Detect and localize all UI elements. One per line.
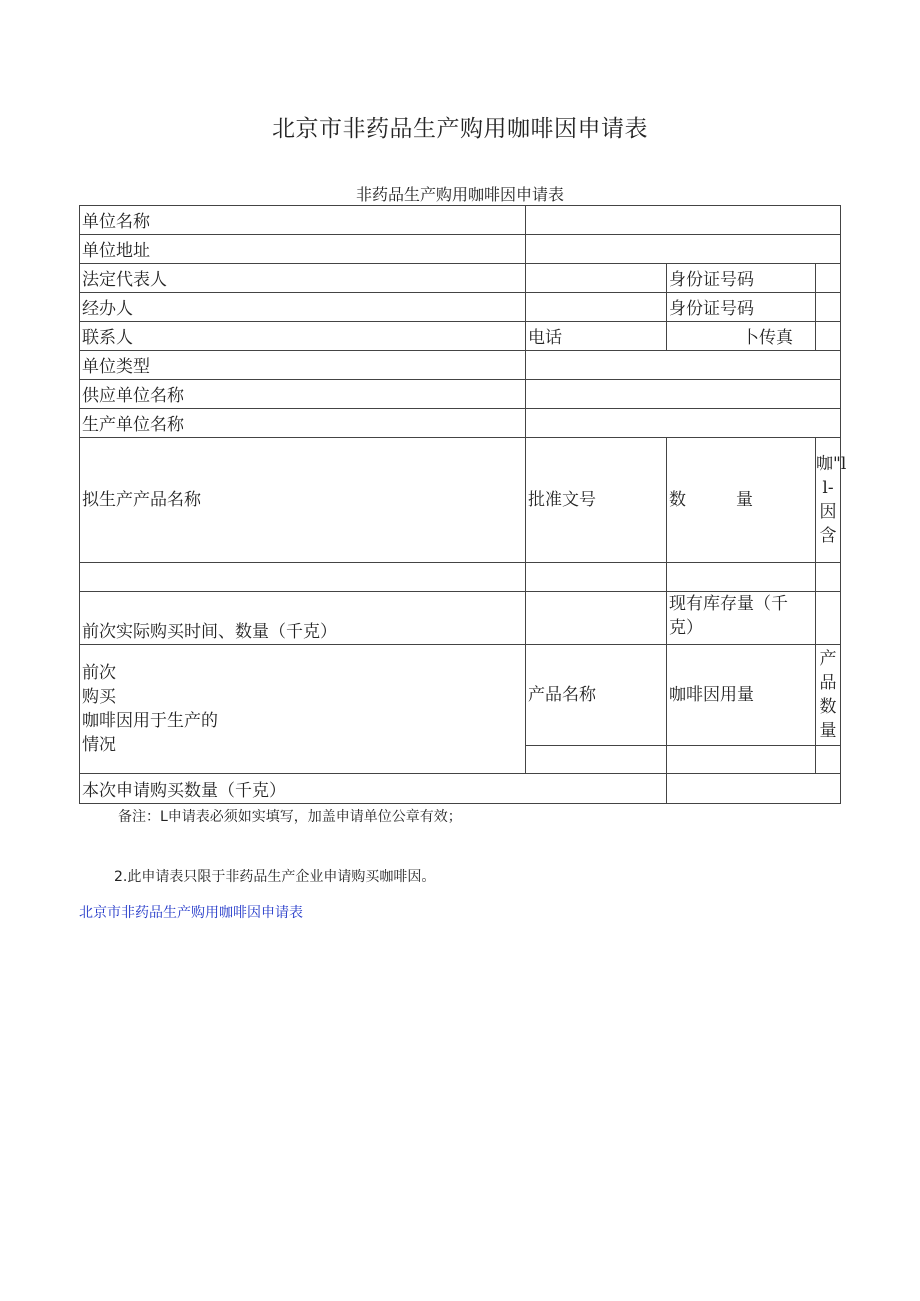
label-quantity-a: 数: [669, 490, 686, 510]
label-last-usage-line-1: 前次: [82, 663, 116, 683]
label-supplier-name: 供应单位名称: [80, 380, 526, 409]
label-product-name: 产品名称: [526, 645, 667, 746]
footer-link[interactable]: 北京市非药品生产购用咖啡因申请表: [79, 905, 303, 921]
field-current-apply[interactable]: [667, 774, 841, 804]
note-1: 备注：L申请表必须如实填写，加盖申请单位公章有效；: [118, 809, 462, 825]
field-planned-product[interactable]: [80, 563, 526, 592]
field-supplier-name[interactable]: [526, 380, 841, 409]
label-product-qty: 产品数量: [816, 645, 841, 746]
label-approval-no: 批准文号: [526, 438, 667, 563]
label-contact: 联系人: [80, 322, 526, 351]
field-producer-name[interactable]: [526, 409, 841, 438]
label-legal-rep: 法定代表人: [80, 264, 526, 293]
label-id-number-2: 身份证号码: [667, 293, 816, 322]
field-legal-rep[interactable]: [526, 264, 667, 293]
table-caption: 非药品生产购用咖啡因申请表: [355, 185, 564, 204]
field-fax[interactable]: [816, 322, 841, 351]
field-id-number-2[interactable]: [816, 293, 841, 322]
field-quantity[interactable]: [667, 563, 816, 592]
label-last-usage-line-3: 咖啡因用于生产的: [82, 711, 218, 731]
label-unit-type: 单位类型: [80, 351, 526, 380]
label-caffeine-content: 咖"ll-因含: [816, 438, 841, 563]
label-fax: 卜传真: [667, 322, 816, 351]
label-handler: 经办人: [80, 293, 526, 322]
field-caffeine-content[interactable]: [816, 563, 841, 592]
label-producer-name: 生产单位名称: [80, 409, 526, 438]
field-handler[interactable]: [526, 293, 667, 322]
label-caffeine-usage: 咖啡因用量: [667, 645, 816, 746]
field-approval-no[interactable]: [526, 563, 667, 592]
field-caffeine-usage[interactable]: [667, 746, 816, 774]
field-product-name[interactable]: [526, 746, 667, 774]
field-last-purchase[interactable]: [526, 592, 667, 645]
field-unit-address[interactable]: [526, 235, 841, 264]
field-id-number-1[interactable]: [816, 264, 841, 293]
label-quantity-b: 量: [736, 490, 753, 510]
field-current-stock[interactable]: [816, 592, 841, 645]
label-last-usage: [80, 645, 526, 774]
label-current-stock: 现有库存量（千克）: [667, 592, 816, 645]
label-unit-address: 单位地址: [80, 235, 526, 264]
label-current-apply: 本次申请购买数量（千克）: [80, 774, 667, 804]
label-last-purchase: 前次实际购买时间、数量（千克）: [80, 592, 526, 645]
note-2: 2.此申请表只限于非药品生产企业申请购买咖啡因。: [114, 869, 436, 885]
label-last-usage-line-2: 购买: [82, 687, 116, 707]
label-unit-name: 单位名称: [80, 206, 526, 235]
label-quantity: [667, 438, 816, 563]
field-unit-name[interactable]: [526, 206, 841, 235]
label-phone: 电话: [526, 322, 667, 351]
application-form-table: [79, 205, 847, 804]
label-planned-product: 拟生产产品名称: [80, 438, 526, 563]
field-product-qty[interactable]: [816, 746, 841, 774]
label-last-usage-line-4: 情况: [82, 735, 116, 755]
field-unit-type[interactable]: [526, 351, 841, 380]
label-id-number-1: 身份证号码: [667, 264, 816, 293]
page-title: 北京市非药品生产购用咖啡因申请表: [272, 116, 648, 142]
